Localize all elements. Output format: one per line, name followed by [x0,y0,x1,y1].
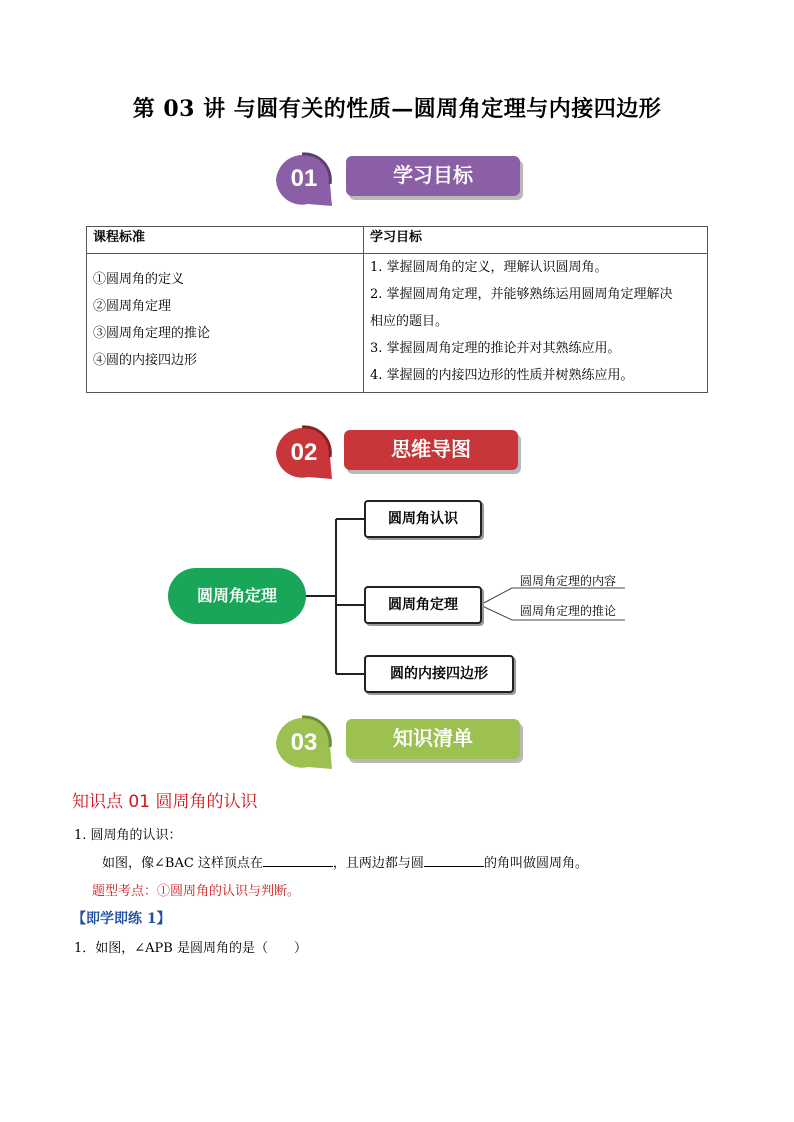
page-title: 第 03 讲 与圆有关的性质—圆周角定理与内接四边形 [132,96,662,122]
mindmap-branch-theorem: 圆周角定理 [364,586,482,624]
goal-item: 3. 掌握圆周角定理的推论并对其熟练应用。 [370,341,621,356]
mindmap-branch-inscribed-quadrilateral: 圆的内接四边形 [364,655,514,693]
definition-part-2: ，且两边都与圆 [332,856,424,871]
section-banner-03: 知识清单 [346,719,520,759]
section-number-03: 03 [290,729,318,756]
practice-heading: 【即学即练 1】 [72,911,171,927]
goal-item: 1. 掌握圆周角的定义，理解认识圆周角。 [370,260,608,275]
goal-item: 4. 掌握圆的内接四边形的性质并树熟练应用。 [370,368,634,383]
section-number-02: 02 [290,439,318,466]
question-1: 1．如图，∠APB 是圆周角的是（ ） [74,941,307,956]
knowledge-point-title: 知识点 01 圆周角的认识 [72,792,258,812]
mindmap-branch-recognition: 圆周角认识 [364,500,482,538]
goal-item: 2. 掌握圆周角定理，并能够熟练运用圆周角定理解决 [370,287,673,302]
mindmap-leaf-content: 圆周角定理的内容 [520,574,617,588]
standard-item: ④圆的内接四边形 [93,353,198,368]
definition-part-1: 如图，像∠BAC 这样顶点在 [102,856,263,871]
section-banner-02: 思维导图 [344,430,518,470]
goal-item: 相应的题目。 [370,314,449,329]
table-header-goals: 学习目标 [364,227,708,254]
section-number-01: 01 [290,165,318,192]
knowledge-item-heading: 1. 圆周角的认识： [74,828,182,843]
standard-item: ②圆周角定理 [93,299,172,314]
definition-part-3: 的角叫做圆周角。 [483,856,588,871]
exam-point-note: 题型考点：①圆周角的认识与判断。 [92,884,301,899]
mindmap-root: 圆周角定理 [168,568,306,624]
standard-item: ③圆周角定理的推论 [93,326,211,341]
definition-sentence [102,852,588,871]
mindmap-leaf-corollary: 圆周角定理的推论 [520,604,617,618]
fill-blank-2 [424,852,484,867]
table-header-standards: 课程标准 [87,227,364,254]
section-banner-01: 学习目标 [346,156,520,196]
fill-blank-1 [263,852,333,867]
standard-item: ①圆周角的定义 [93,272,185,287]
